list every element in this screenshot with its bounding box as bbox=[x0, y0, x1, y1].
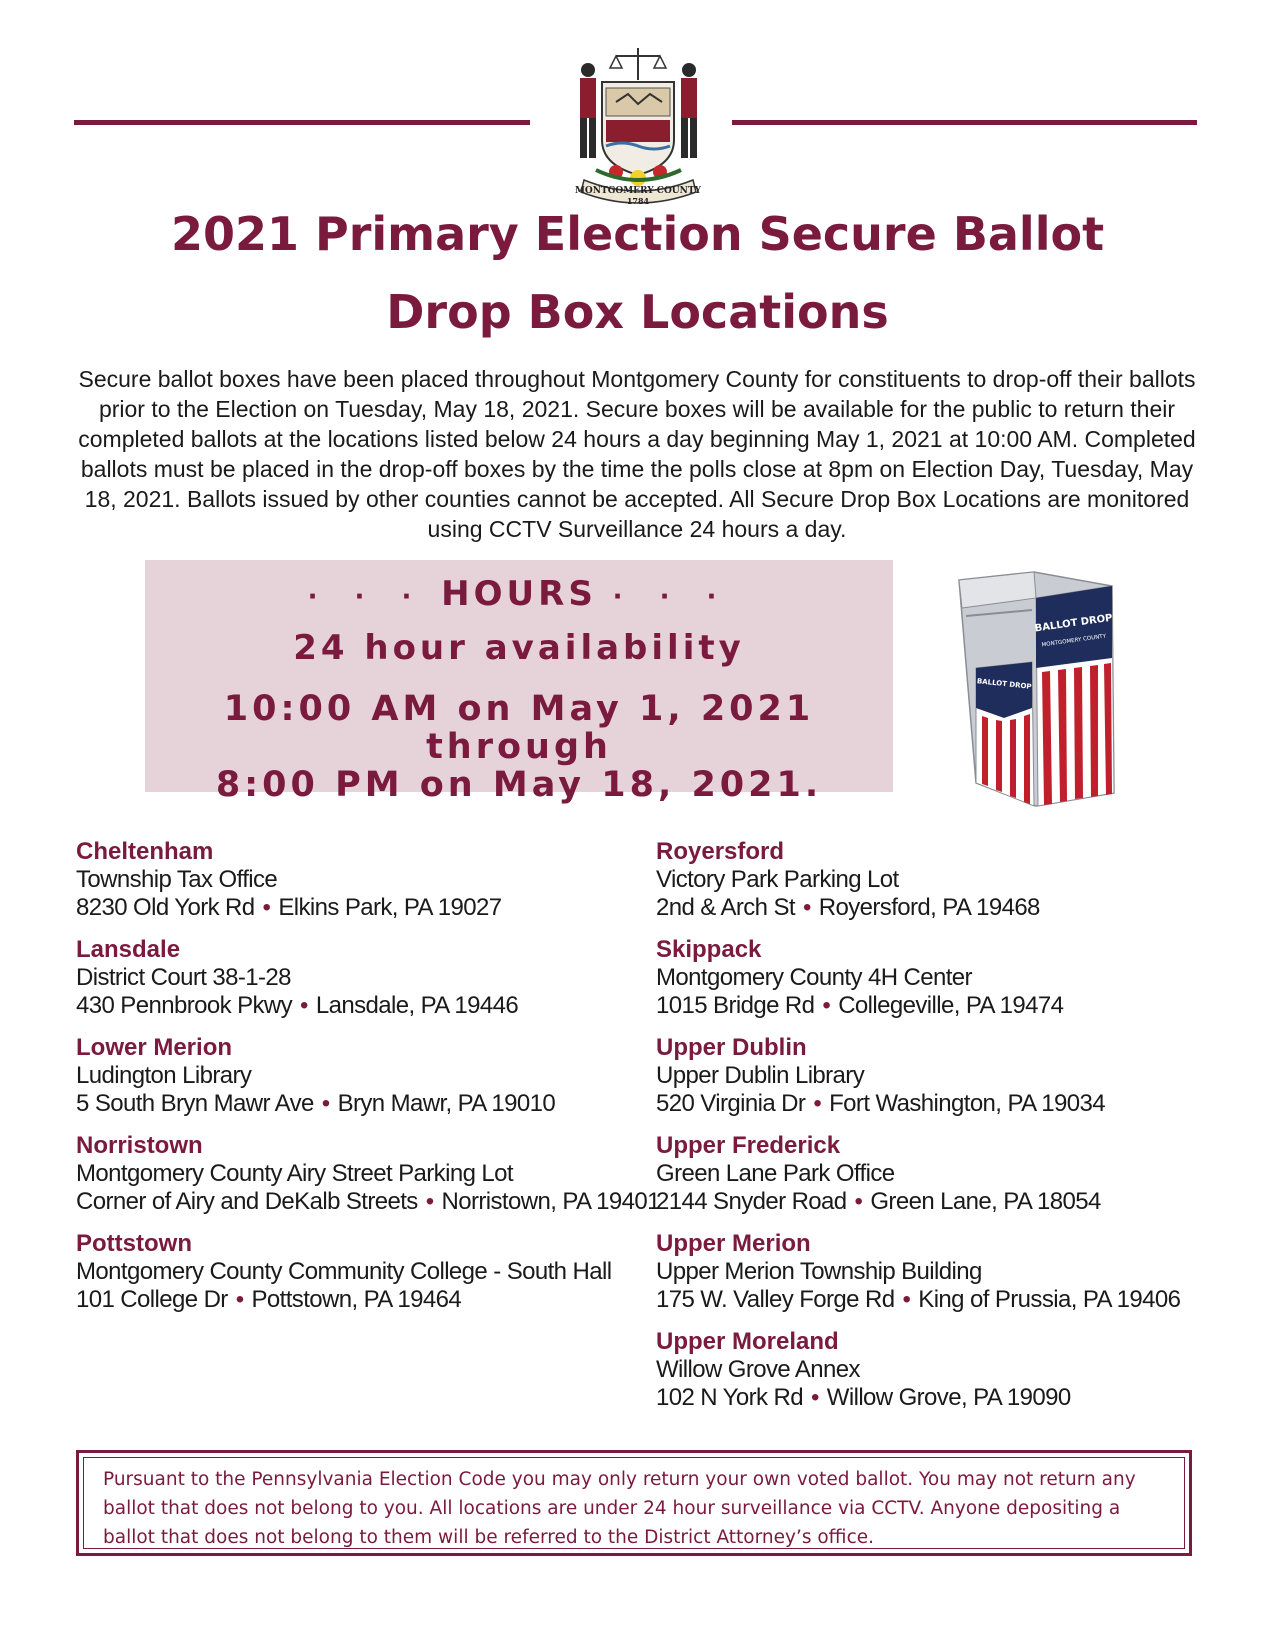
location-entry bbox=[76, 1034, 636, 1132]
location-city: Willow Grove, PA 19090 bbox=[826, 1384, 1071, 1411]
location-site: Upper Dublin Library bbox=[656, 1062, 865, 1089]
location-street: 175 W. Valley Forge Rd bbox=[656, 1286, 895, 1313]
location-address bbox=[656, 1188, 1216, 1216]
location-site: Green Lane Park Office bbox=[656, 1160, 895, 1187]
locations-right-column bbox=[656, 838, 1216, 1426]
location-address bbox=[656, 1384, 1216, 1412]
location-street: 5 South Bryn Mawr Ave bbox=[76, 1090, 314, 1117]
locations-left-column bbox=[76, 838, 660, 1328]
location-entry bbox=[656, 1230, 1216, 1328]
location-site: Ludington Library bbox=[76, 1062, 252, 1089]
ballot-drop-box-icon bbox=[954, 568, 1119, 808]
hours-range bbox=[145, 690, 893, 804]
location-name: Upper Dublin bbox=[656, 1034, 807, 1061]
location-address bbox=[656, 1090, 1216, 1118]
location-city: King of Prussia, PA 19406 bbox=[918, 1286, 1181, 1313]
location-city: Royersford, PA 19468 bbox=[818, 894, 1040, 921]
address-separator: • bbox=[262, 894, 271, 921]
hours-range-line1: 10:00 AM on May 1, 2021 through bbox=[223, 689, 815, 767]
address-separator: • bbox=[822, 992, 831, 1019]
location-street: 1015 Bridge Rd bbox=[656, 992, 815, 1019]
location-street: 101 College Dr bbox=[76, 1286, 228, 1313]
hours-heading bbox=[145, 574, 893, 614]
location-entry bbox=[656, 838, 1216, 936]
location-name: Cheltenham bbox=[76, 838, 214, 865]
address-separator: • bbox=[235, 1286, 244, 1313]
location-street: 8230 Old York Rd bbox=[76, 894, 255, 921]
header-rule-right bbox=[732, 120, 1197, 125]
seal-year: 1784 bbox=[626, 196, 650, 205]
address-separator: • bbox=[300, 992, 308, 1019]
location-city: Green Lane, PA 18054 bbox=[870, 1188, 1101, 1215]
location-street: 102 N York Rd bbox=[656, 1384, 803, 1411]
location-entry bbox=[656, 1034, 1216, 1132]
address-separator: • bbox=[321, 1090, 330, 1117]
location-address bbox=[76, 1090, 636, 1118]
location-city: Elkins Park, PA 19027 bbox=[278, 894, 502, 921]
location-name: Upper Moreland bbox=[656, 1328, 839, 1355]
address-separator: • bbox=[813, 1090, 822, 1117]
hours-dots-right: · · · bbox=[612, 582, 731, 612]
header-rule-left bbox=[74, 120, 530, 125]
location-city: Norristown, PA 19401 bbox=[441, 1188, 660, 1215]
address-separator: • bbox=[902, 1286, 911, 1313]
location-name: Upper Frederick bbox=[656, 1132, 841, 1159]
county-seal-icon bbox=[566, 40, 711, 205]
location-address bbox=[656, 1286, 1216, 1314]
location-city: Fort Washington, PA 19034 bbox=[829, 1090, 1105, 1117]
location-name: Royersford bbox=[656, 838, 785, 865]
location-site: Upper Merion Township Building bbox=[656, 1258, 982, 1285]
location-entry bbox=[76, 1230, 636, 1328]
hours-title: HOURS bbox=[441, 574, 597, 614]
location-site: Montgomery County Airy Street Parking Lot bbox=[76, 1160, 513, 1187]
location-street: 520 Virginia Dr bbox=[656, 1090, 806, 1117]
location-name: Lower Merion bbox=[76, 1034, 233, 1061]
location-city: Lansdale, PA 19446 bbox=[315, 992, 519, 1019]
dropbox-label-small: BALLOT DROP bbox=[976, 677, 1032, 691]
location-name: Upper Merion bbox=[656, 1230, 811, 1257]
address-separator: • bbox=[810, 1384, 819, 1411]
location-address bbox=[656, 992, 1216, 1020]
hours-dots-left: · · · bbox=[307, 582, 426, 612]
dropbox-label: BALLOT DROP bbox=[1034, 612, 1114, 635]
address-separator: • bbox=[802, 894, 811, 921]
location-address bbox=[76, 992, 636, 1020]
location-name: Norristown bbox=[76, 1132, 203, 1159]
location-name: Pottstown bbox=[76, 1230, 192, 1257]
location-street: 430 Pennbrook Pkwy bbox=[76, 992, 293, 1019]
location-address bbox=[76, 1286, 636, 1314]
hours-availability: 24 hour availability bbox=[293, 628, 745, 668]
location-site: District Court 38-1-28 bbox=[76, 964, 291, 991]
location-entry bbox=[76, 838, 636, 936]
location-address bbox=[76, 894, 636, 922]
hours-range-line2: 8:00 PM on May 18, 2021. bbox=[215, 765, 823, 805]
address-separator: • bbox=[425, 1188, 434, 1215]
notice-box bbox=[76, 1450, 1192, 1556]
location-city: Pottstown, PA 19464 bbox=[251, 1286, 462, 1313]
location-entry bbox=[76, 936, 636, 1034]
location-site: Montgomery County 4H Center bbox=[656, 964, 972, 991]
hours-panel bbox=[145, 560, 893, 805]
location-name: Skippack bbox=[656, 936, 762, 963]
location-site: Willow Grove Annex bbox=[656, 1356, 860, 1383]
location-site: Montgomery County Community College - South Hall bbox=[76, 1258, 612, 1285]
location-entry bbox=[656, 1132, 1216, 1230]
location-city: Collegeville, PA 19474 bbox=[838, 992, 1064, 1019]
address-separator: • bbox=[854, 1188, 863, 1215]
notice-text: Pursuant to the Pennsylvania Election Code you may only return your own voted ballot. You may not return any ballot that does not belong to you. All locations are under 24 hour surveillance via CCTV. Anyone depositing a ballot that does not belong to them will be referred to the District Attorney’s office. bbox=[103, 1469, 1136, 1548]
location-entry bbox=[656, 936, 1216, 1034]
location-entry bbox=[656, 1328, 1216, 1426]
page-title-line1: 2021 Primary Election Secure Ballot bbox=[170, 207, 1105, 261]
location-name: Lansdale bbox=[76, 936, 181, 963]
location-address bbox=[656, 894, 1216, 922]
location-street: Corner of Airy and DeKalb Streets bbox=[76, 1188, 418, 1215]
intro-paragraph: Secure ballot boxes have been placed throughout Montgomery County for constituents to drop-off their ballots prior to the Election on Tuesday, May 18, 2021. Secure boxes will be available for the public to return their completed ballots at the locations listed below 24 hours a day beginning May 1, 2021 at 10:00 AM. Completed ballots must be placed in the drop-off boxes by the time the polls close at 8pm on Election Day, Tuesday, May 18, 2021. Ballots issued by other counties cannot be accepted. All Secure Drop Box Locations are monitored using CCTV Surveillance 24 hours a day. bbox=[78, 366, 1196, 542]
location-street: 2144 Snyder Road bbox=[656, 1188, 847, 1215]
location-site: Township Tax Office bbox=[76, 866, 278, 893]
seal-ribbon-text: MONTGOMERY COUNTY bbox=[574, 186, 702, 196]
page-title-line2: Drop Box Locations bbox=[386, 285, 889, 339]
location-address bbox=[76, 1188, 660, 1216]
location-street: 2nd & Arch St bbox=[656, 894, 795, 921]
location-city: Bryn Mawr, PA 19010 bbox=[337, 1090, 556, 1117]
location-site: Victory Park Parking Lot bbox=[656, 866, 899, 893]
location-entry bbox=[76, 1132, 660, 1230]
dropbox-sublabel: MONTGOMERY COUNTY bbox=[1041, 633, 1107, 649]
